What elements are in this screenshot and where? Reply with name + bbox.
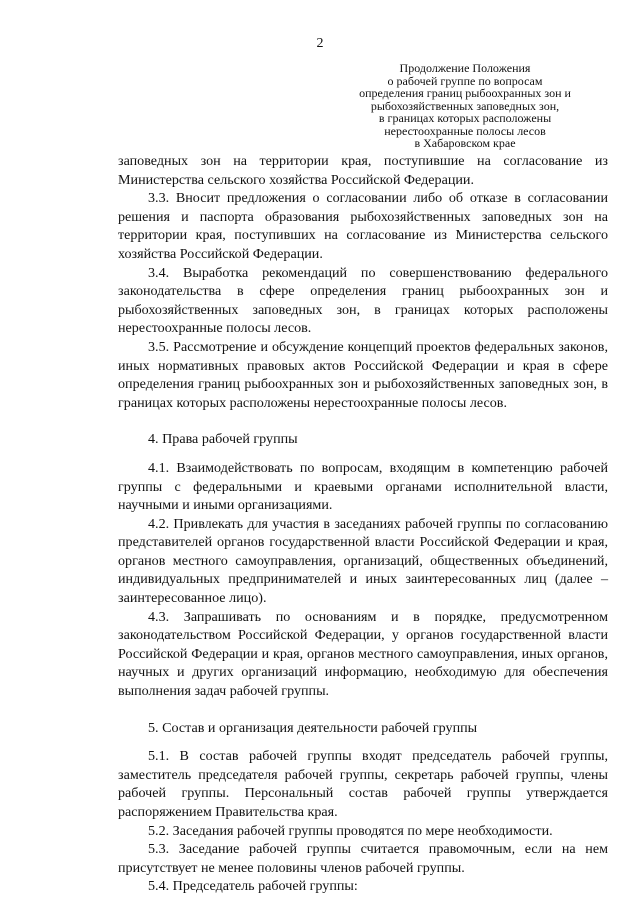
section-4-heading: 4. Права рабочей группы: [148, 431, 298, 448]
page-number: 2: [316, 36, 324, 51]
paragraph-5-4: 5.4. Председатель рабочей группы:: [148, 878, 358, 895]
section-5-heading: 5. Состав и организация деятельности рабочей группы: [148, 719, 478, 736]
header-line: о рабочей группе по вопросам: [387, 73, 543, 88]
paragraph-4-2: 4.2. Привлекать для участия в заседаниях рабочей группы по согласованию представителей органов государственной власти Российской Федерации и края, органов местного самоуправления, организаций, общественных объединений, индивидуальных предпринимателей и иных заинтересованных лиц (далее – заинтересованное лицо).: [118, 515, 608, 607]
header-line: в Хабаровском крае: [414, 136, 516, 150]
header-line: нерестоохранные полосы лесов: [384, 123, 546, 138]
paragraph-5-2: 5.2. Заседания рабочей группы проводятся по мере необходимости.: [148, 822, 553, 839]
paragraph-4-3: 4.3. Запрашивать по основаниям и в порядке, предусмотренном законодательством Российской Федерации, у органов государственной власти Российской Федерации и края, органов местного самоуправления, иных органов, научных и других организаций информацию, необходимую для обеспечения выполнения задач рабочей группы.: [118, 608, 608, 700]
header-line: рыбохозяйственных заповедных зон,: [370, 98, 560, 113]
paragraph-4-1: 4.1. Взаимодействовать по вопросам, входящим в компетенцию рабочей группы с федеральными и краевыми органами исполнительной власти, научными и иными организациями.: [118, 459, 608, 514]
header-line: определения границ рыбоохранных зон и: [359, 86, 571, 100]
header-line: Продолжение Положения: [399, 61, 531, 75]
paragraph-continued: заповедных зон на территории края, поступившие на согласование из Министерства сельского хозяйства Российской Федерации.: [118, 153, 608, 188]
paragraph-3-4: 3.4. Выработка рекомендаций по совершенствованию федерального законодательства в сфере определения границ рыбоохранных зон и рыбохозяйственных заповедных зон, в границах которых расположены нерестоохранные полосы лесов.: [118, 264, 608, 337]
header-line: в границах которых расположены: [378, 111, 552, 125]
paragraph-3-3: 3.3. Вносит предложения о согласовании либо об отказе в согласовании решения и паспорта образования рыбохозяйственных заповедных зон на территории края, поступивших на согласование из Министерства сельского хозяйства Российской Федерации.: [118, 190, 608, 262]
document-body: [118, 152, 608, 896]
paragraph-3-5: 3.5. Рассмотрение и обсуждение концепций проектов федеральных законов, иных нормативных правовых актов Российской Федерации и края в сфере определения границ рыбоохранных зон и рыбохозяйственных заповедных зон, в границах которых расположены нерестоохранные полосы лесов.: [118, 338, 608, 411]
document-header: [330, 62, 600, 150]
paragraph-5-1: 5.1. В состав рабочей группы входят председатель рабочей группы, заместитель председателя рабочей группы, секретарь рабочей группы, члены рабочей группы. Персональный состав рабочей группы утверждается распоряжением Правительства края.: [118, 748, 608, 820]
paragraph-5-3: 5.3. Заседание рабочей группы считается правомочным, если на нем присутствует не менее половины членов рабочей группы.: [118, 841, 608, 876]
